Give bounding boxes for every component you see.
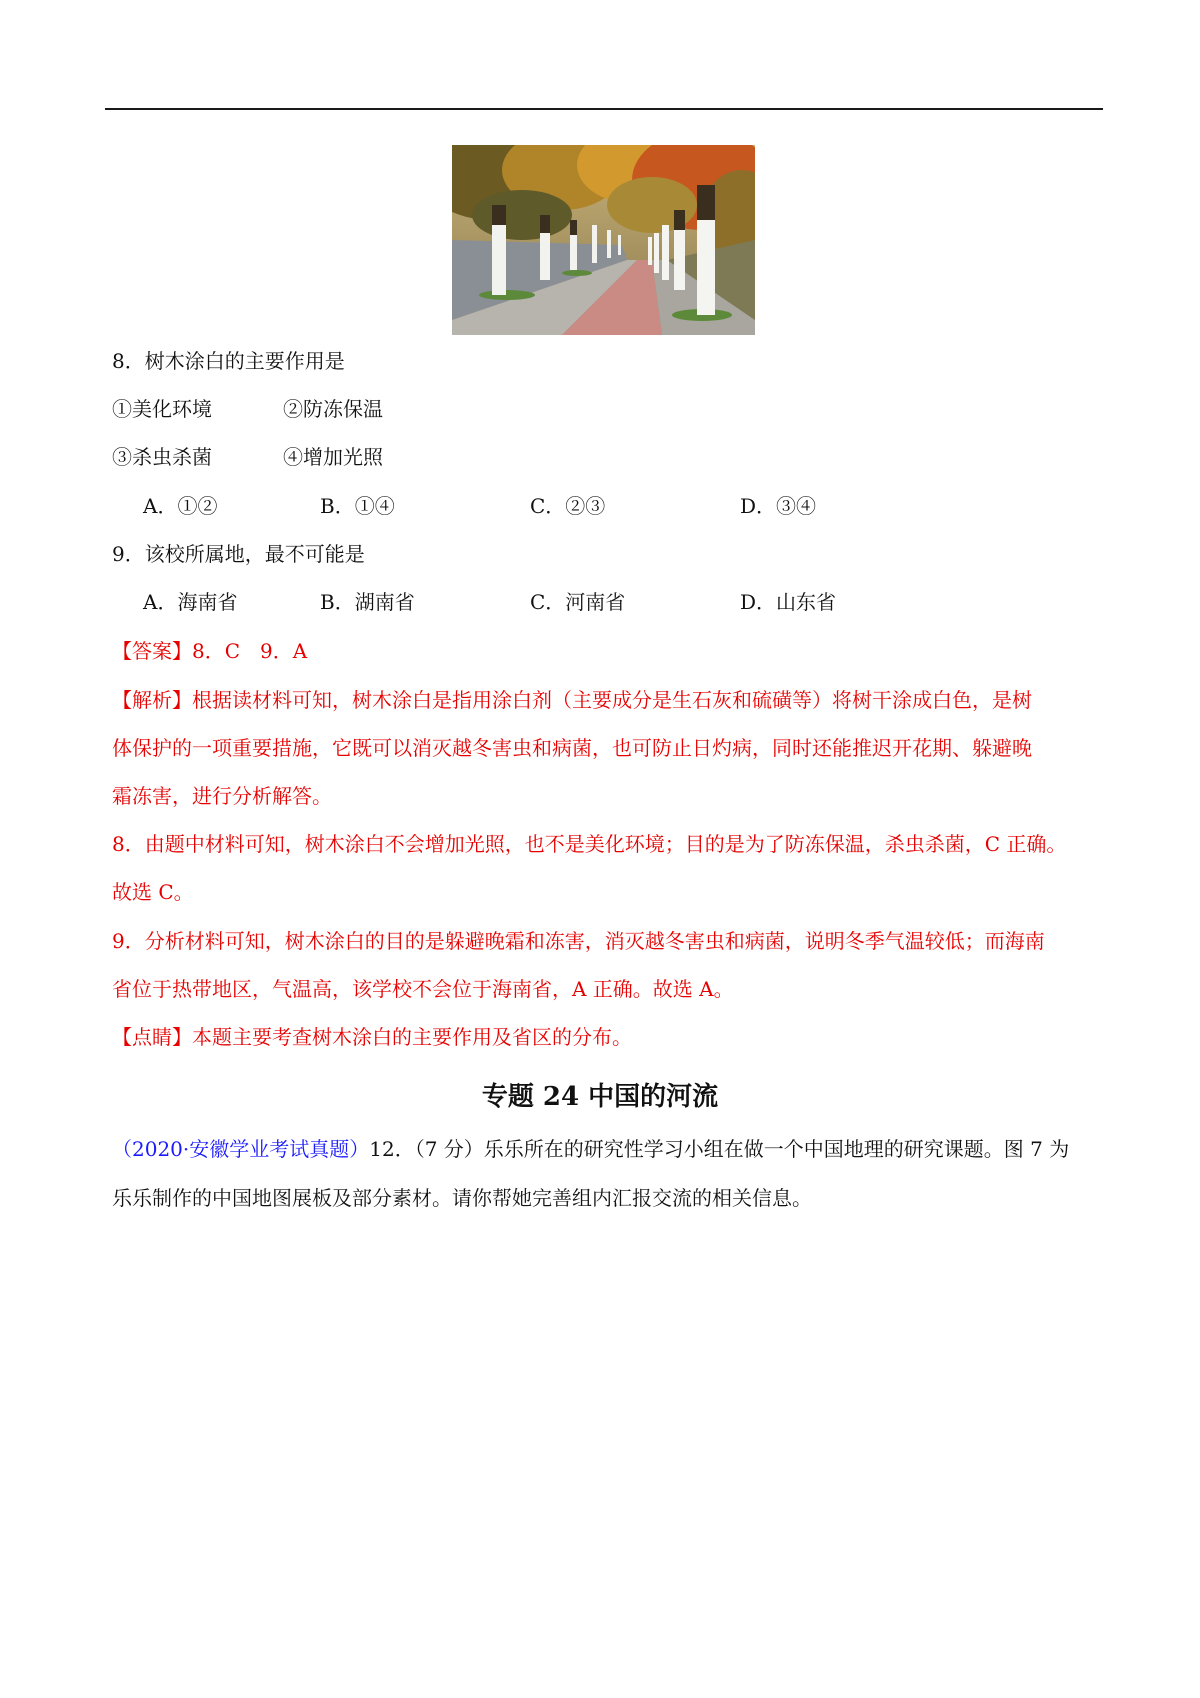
q8-item-3: ③杀虫杀菌 — [112, 445, 212, 469]
q9-option-b: B．湖南省 — [320, 590, 415, 614]
question-12-line-2: 乐乐制作的中国地图展板及部分素材。请你帮她完善组内汇报交流的相关信息。 — [112, 1186, 812, 1210]
analysis-line-6: 9．分析材料可知，树木涂白的目的是躲避晚霜和冻害，消灭越冬害虫和病菌，说明冬季气温较低；而海南 — [112, 929, 1045, 953]
analysis-line-5: 故选 C。 — [112, 880, 194, 904]
analysis-line-3: 霜冻害，进行分析解答。 — [112, 784, 332, 808]
question-12-line-1 — [112, 1135, 1069, 1163]
tree-whitewash-photo — [452, 145, 755, 335]
analysis-line-7: 省位于热带地区，气温高，该学校不会位于海南省，A 正确。故选 A。 — [112, 977, 734, 1001]
q8-item-1: ①美化环境 — [112, 397, 212, 421]
section-title: 专题 24 中国的河流 — [481, 1082, 719, 1112]
question-12-text-1: 12．（7 分）乐乐所在的研究性学习小组在做一个中国地理的研究课题。图 7 为 — [369, 1137, 1070, 1161]
q8-item-2: ②防冻保温 — [283, 397, 383, 421]
analysis-line-4: 8．由题中材料可知，树木涂白不会增加光照，也不是美化环境；目的是为了防冻保温，杀虫杀菌，C 正确。 — [112, 832, 1067, 856]
q9-option-a: A．海南省 — [143, 590, 238, 614]
header-rule — [105, 108, 1103, 110]
question-9-stem: 9．该校所属地，最不可能是 — [112, 542, 365, 566]
q8-option-b: B．①④ — [320, 494, 395, 518]
q8-option-d: D．③④ — [740, 494, 817, 518]
q9-option-d: D．山东省 — [740, 590, 837, 614]
q9-option-c: C．河南省 — [530, 590, 626, 614]
analysis-line-2: 体保护的一项重要措施，它既可以消灭越冬害虫和病菌，也可防止日灼病，同时还能推迟开花期、躲避晚 — [112, 736, 1032, 760]
answer-line: 【答案】8．C 9．A — [112, 639, 308, 663]
question-source: （2020·安徽学业考试真题） — [112, 1137, 370, 1161]
question-8-stem: 8．树木涂白的主要作用是 — [112, 349, 345, 373]
analysis-line-1: 【解析】根据读材料可知，树木涂白是指用涂白剂（主要成分是生石灰和硫磺等）将树干涂成白色，是树 — [112, 688, 1032, 712]
q8-option-a: A．①② — [143, 494, 218, 518]
key-point-line: 【点睛】本题主要考查树木涂白的主要作用及省区的分布。 — [112, 1025, 632, 1049]
q8-option-c: C．②③ — [530, 494, 606, 518]
q8-item-4: ④增加光照 — [283, 445, 383, 469]
